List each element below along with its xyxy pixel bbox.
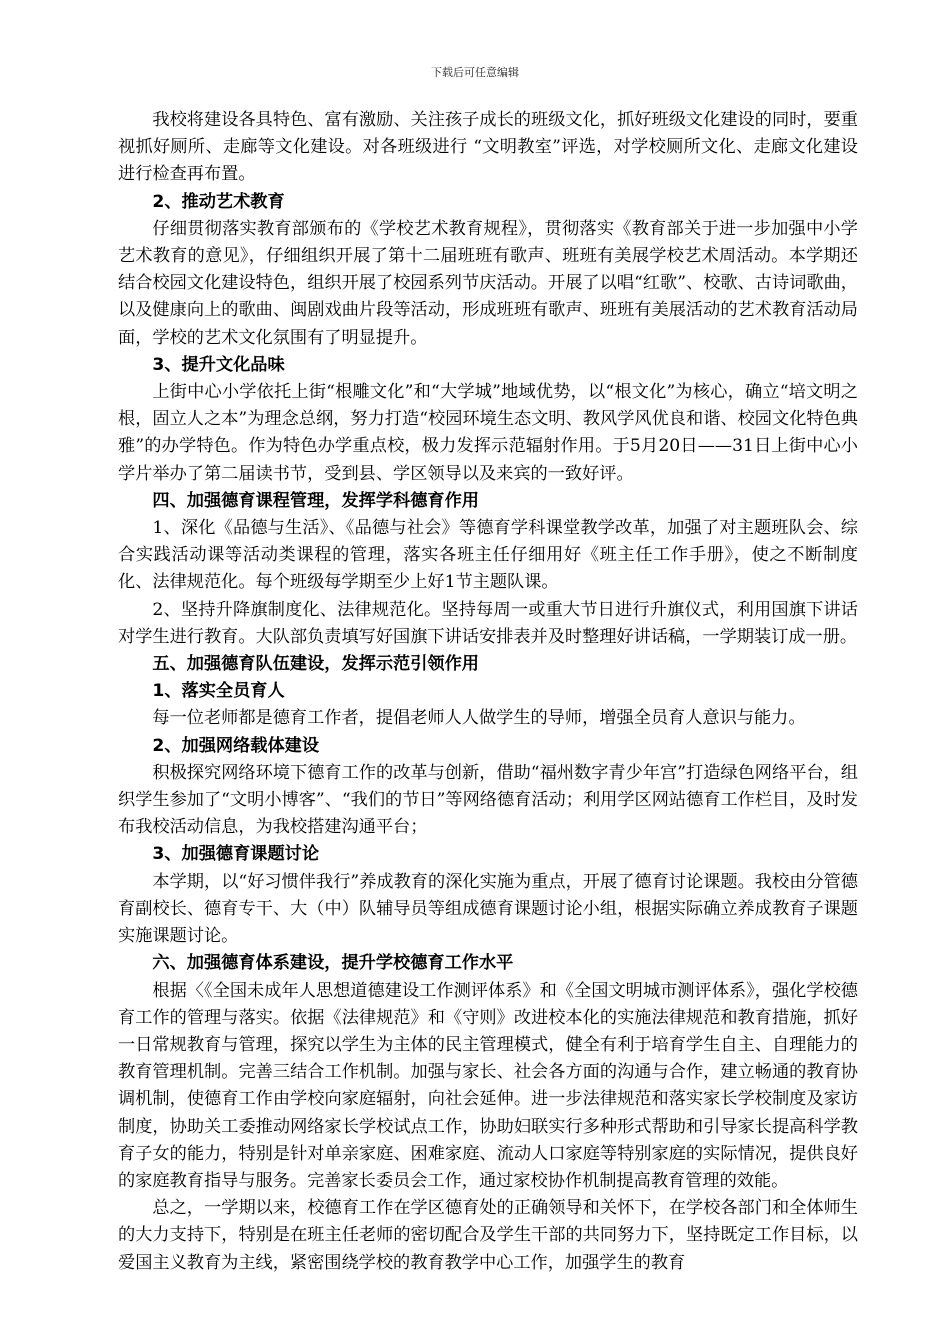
paragraph: 仔细贯彻落实教育部颁布的《学校艺术教育规程》，贯彻落实《教育部关于进一步加强中小学艺术教育的意见》，仔细组织开展了第十二届班班有歌声、班班有美展学校艺术周活动。本学期还结合校园文化建设特色，组织开展了校园系列节庆活动。开展了以唱“红歌”、校歌、古诗词歌曲，以及健康向上的歌曲、闽剧戏曲片段等活动，形成班班有歌声、班班有美展活动的艺术教育活动局面，学校的艺术文化氛围有了明显提升。 (118, 218, 858, 348)
paragraph: 1、深化《品德与生活》、《品德与社会》等德育学科课堂教学改革，加强了对主题班队会、综合实践活动课等活动类课程的管理，落实各班主任仔细用好《班主任工作手册》，使之不断制度化、法律规范化。每个班级每学期至少上好1节主题队课。 (118, 518, 858, 593)
paragraph: 总之，一学期以来，校德育工作在学区德育处的正确领导和关怀下，在学校各部门和全体师生的大力支持下，特别是在班主任老师的密切配合及学生干部的共同努力下，坚持既定工作目标，以爱国主义教育为主线，紧密围绕学校的教育教学中心工作，加强学生的教育 (118, 1198, 858, 1273)
section-heading: 六、加强德育体系建设，提升学校德育工作水平 (152, 953, 514, 974)
paragraph: 我校将建设各具特色、富有激励、关注孩子成长的班级文化，抓好班级文化建设的同时，要重视抓好厕所、走廊等文化建设。对各班级进行 “文明教室”评选，对学校厕所文化、走廊文化建设进行检查再布置。 (118, 110, 858, 185)
paragraph: 上街中心小学依托上街“根雕文化”和“大学城”地域优势，以“根文化”为核心，确立“培文明之根，固立人之本”为理念总纲，努力打造“校园环境生态文明、教风学风优良和谐、校园文化特色典雅”的办学特色。作为特色办学重点校，极力发挥示范辐射作用。于5月20日——31日上街中心小学片举办了第二届读书节，受到县、学区领导以及来宾的一致好评。 (118, 382, 858, 484)
section-heading: 四、加强德育课程管理，发挥学科德育作用 (152, 490, 479, 511)
paragraph: 2、坚持升降旗制度化、法律规范化。坚持每周一或重大节日进行升旗仪式，利用国旗下讲话对学生进行教育。大队部负责填写好国旗下讲话安排表并及时整理好讲话稿，一学期装订成一册。 (118, 599, 858, 647)
section-heading: 1、落实全员育人 (152, 681, 285, 702)
section-heading: 2、推动艺术教育 (152, 191, 285, 212)
section-heading: 3、提升文化品味 (152, 354, 285, 375)
paragraph: 本学期，以“好习惯伴我行”养成教育的深化实施为重点，开展了德育讨论课题。我校由分管德育副校长、德育专干、大（中）队辅导员等组成德育课题讨论小组，根据实际确立养成教育子课题实施课题讨论。 (118, 871, 858, 947)
page-header: 下载后可任意编辑 (431, 66, 519, 79)
section-heading: 3、加强德育课题讨论 (152, 844, 320, 865)
paragraph: 每一位老师都是德育工作者，提倡老师人人做学生的导师，增强全员育人意识与能力。 (152, 708, 806, 729)
paragraph: 根据〈《全国未成年人思想道德建设工作测评体系》和《全国文明城市测评体系》，强化学校德育工作的管理与落实。依据《法律规范》和《守则》改进校本化的实施法律规范和教育措施，抓好一日常规教育与管理，探究以学生为主体的民主管理模式，健全有利于培育学生自主、自理能力的教育管理机制。完善三结合工作机制。加强与家长、社会各方面的沟通与合作，建立畅通的教育协调机制，使德育工作由学校向家庭辐射，向社会延伸。进一步法律规范和落实家长学校制度及家访制度，协助关工委推动网络家长学校试点工作，协助妇联实行多种形式帮助和引导家长提高科学教育子女的能力，特别是针对单亲家庭、困难家庭、流动人口家庭等特别家庭的实际情况，提供良好的家庭教育指导与服务。完善家长委员会工作，通过家校协作机制提高教育管理的效能。 (118, 980, 858, 1191)
section-heading: 五、加强德育队伍建设，发挥示范引领作用 (152, 654, 479, 675)
document-body (118, 107, 858, 1277)
section-heading: 2、加强网络载体建设 (152, 735, 320, 756)
paragraph: 积极探究网络环境下德育工作的改革与创新，借助“福州数字青少年宫”打造绿色网络平台，组织学生参加了“文明小博客”、“我们的节日”等网络德育活动；利用学区网站德育工作栏目，及时发布我校活动信息，为我校搭建沟通平台； (118, 762, 858, 838)
